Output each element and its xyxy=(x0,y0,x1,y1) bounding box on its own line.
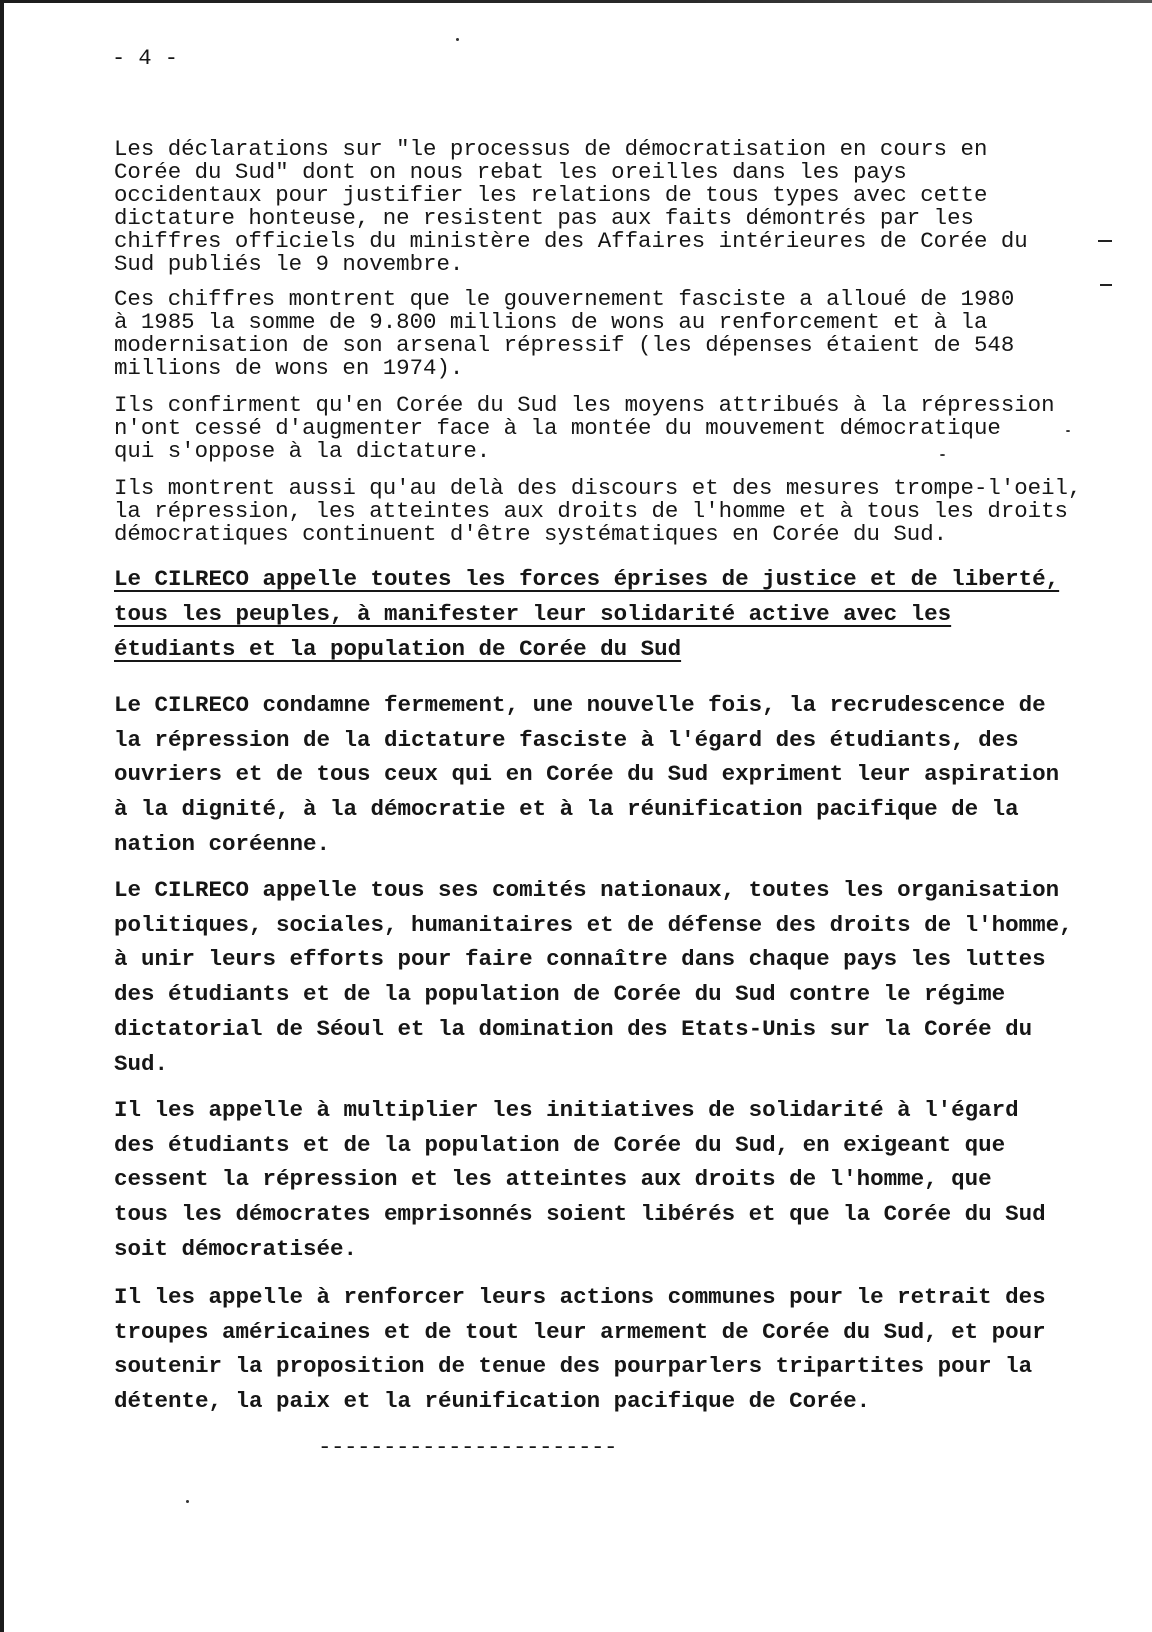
heading-line: étudiants et la population de Corée du Sud xyxy=(114,636,682,662)
scan-speck xyxy=(186,1500,189,1503)
text-line: Corée du Sud" dont on nous rebat les oreilles dans les pays xyxy=(114,159,907,185)
page-border-top xyxy=(0,0,1152,3)
text-line: Ces chiffres montrent que le gouvernement fasciste a alloué de 1980 xyxy=(114,286,1015,312)
text-line: à la dignité, à la démocratie et à la réunification pacifique de la xyxy=(114,796,1019,823)
margin-mark xyxy=(1098,240,1112,242)
text-line: la répression, les atteintes aux droits de l'homme et à tous les droits xyxy=(114,498,1068,524)
text-line: n'ont cessé d'augmenter face à la montée du mouvement démocratique xyxy=(114,415,1001,441)
heading-line: Le CILRECO appelle toutes les forces éprises de justice et de liberté, xyxy=(114,566,1060,592)
text-line: qui s'oppose à la dictature. xyxy=(114,438,491,464)
text-line: à unir leurs efforts pour faire connaître dans chaque pays les luttes xyxy=(114,946,1046,973)
text-line: tous les démocrates emprisonnés soient libérés et que la Corée du Sud xyxy=(114,1201,1046,1228)
text-line: Le CILRECO appelle tous ses comités nationaux, toutes les organisation xyxy=(114,877,1060,903)
text-line: ouvriers et de tous ceux qui en Corée du Sud expriment leur aspiration xyxy=(114,761,1060,788)
text-line: Les déclarations sur "le processus de démocratisation en cours en xyxy=(114,136,988,162)
text-line: nation coréenne. xyxy=(114,830,331,857)
text-line: Ils confirment qu'en Corée du Sud les moyens attribués à la répression xyxy=(114,392,1055,418)
end-separator: ----------------------- xyxy=(318,1434,618,1460)
text-line: dictature honteuse, ne resistent pas aux faits démontrés par les xyxy=(114,205,974,231)
text-line: démocratiques continuent d'être systématiques en Corée du Sud. xyxy=(114,521,948,547)
heading-line: tous les peuples, à manifester leur solidarité active avec les xyxy=(114,601,952,627)
text-line: modernisation de son arsenal répressif (les dépenses étaient de 548 xyxy=(114,332,1015,358)
text-line: Sud. xyxy=(114,1050,169,1077)
text-line: Il les appelle à multiplier les initiatives de solidarité à l'égard xyxy=(114,1097,1019,1123)
text-line: soutenir la proposition de tenue des pourparlers tripartites pour la xyxy=(114,1353,1033,1380)
scan-speck xyxy=(456,38,459,41)
text-line: des étudiants et de la population de Corée du Sud, en exigeant que xyxy=(114,1131,1006,1158)
paragraph-declarations xyxy=(114,138,1028,276)
appeal-heading xyxy=(114,562,1059,667)
paragraph-figures xyxy=(114,288,1014,380)
text-line: chiffres officiels du ministère des Affaires intérieures de Corée du xyxy=(114,228,1028,254)
text-line: soit démocratisée. xyxy=(114,1235,358,1262)
text-line: détente, la paix et la réunification pacifique de Corée. xyxy=(114,1388,871,1415)
text-line: occidentaux pour justifier les relations de tous types avec cette xyxy=(114,182,988,208)
paragraph-withdrawal xyxy=(114,1280,1046,1419)
paragraph-confirm xyxy=(114,394,1055,463)
paragraph-solidarity xyxy=(114,1093,1046,1267)
text-line: troupes américaines et de tout leur armement de Corée du Sud, et pour xyxy=(114,1318,1046,1345)
text-line: Il les appelle à renforcer leurs actions communes pour le retrait des xyxy=(114,1284,1046,1310)
page-number: - 4 - xyxy=(112,46,179,71)
text-line: Ils montrent aussi qu'au delà des discours et des mesures trompe-l'oeil, xyxy=(114,475,1082,501)
page-border-left xyxy=(0,0,4,1632)
text-line: Le CILRECO condamne fermement, une nouvelle fois, la recrudescence de xyxy=(114,692,1046,718)
margin-mark xyxy=(1100,284,1112,286)
paragraph-show xyxy=(114,477,1081,546)
text-line: cessent la répression et les atteintes aux droits de l'homme, que xyxy=(114,1166,992,1193)
text-line: dictatorial de Séoul et la domination des Etats-Unis sur la Corée du xyxy=(114,1015,1033,1042)
paragraph-condemn xyxy=(114,688,1059,862)
text-line: à 1985 la somme de 9.800 millions de wons au renforcement et à la xyxy=(114,309,988,335)
text-line: des étudiants et de la population de Corée du Sud contre le régime xyxy=(114,981,1006,1008)
scan-speck xyxy=(1066,430,1070,432)
text-line: Sud publiés le 9 novembre. xyxy=(114,251,464,277)
text-line: la répression de la dictature fasciste à l'égard des étudiants, des xyxy=(114,726,1019,753)
text-line: millions de wons en 1974). xyxy=(114,355,464,381)
paragraph-call-committees xyxy=(114,873,1073,1081)
text-line: politiques, sociales, humanitaires et de défense des droits de l'homme, xyxy=(114,911,1073,938)
